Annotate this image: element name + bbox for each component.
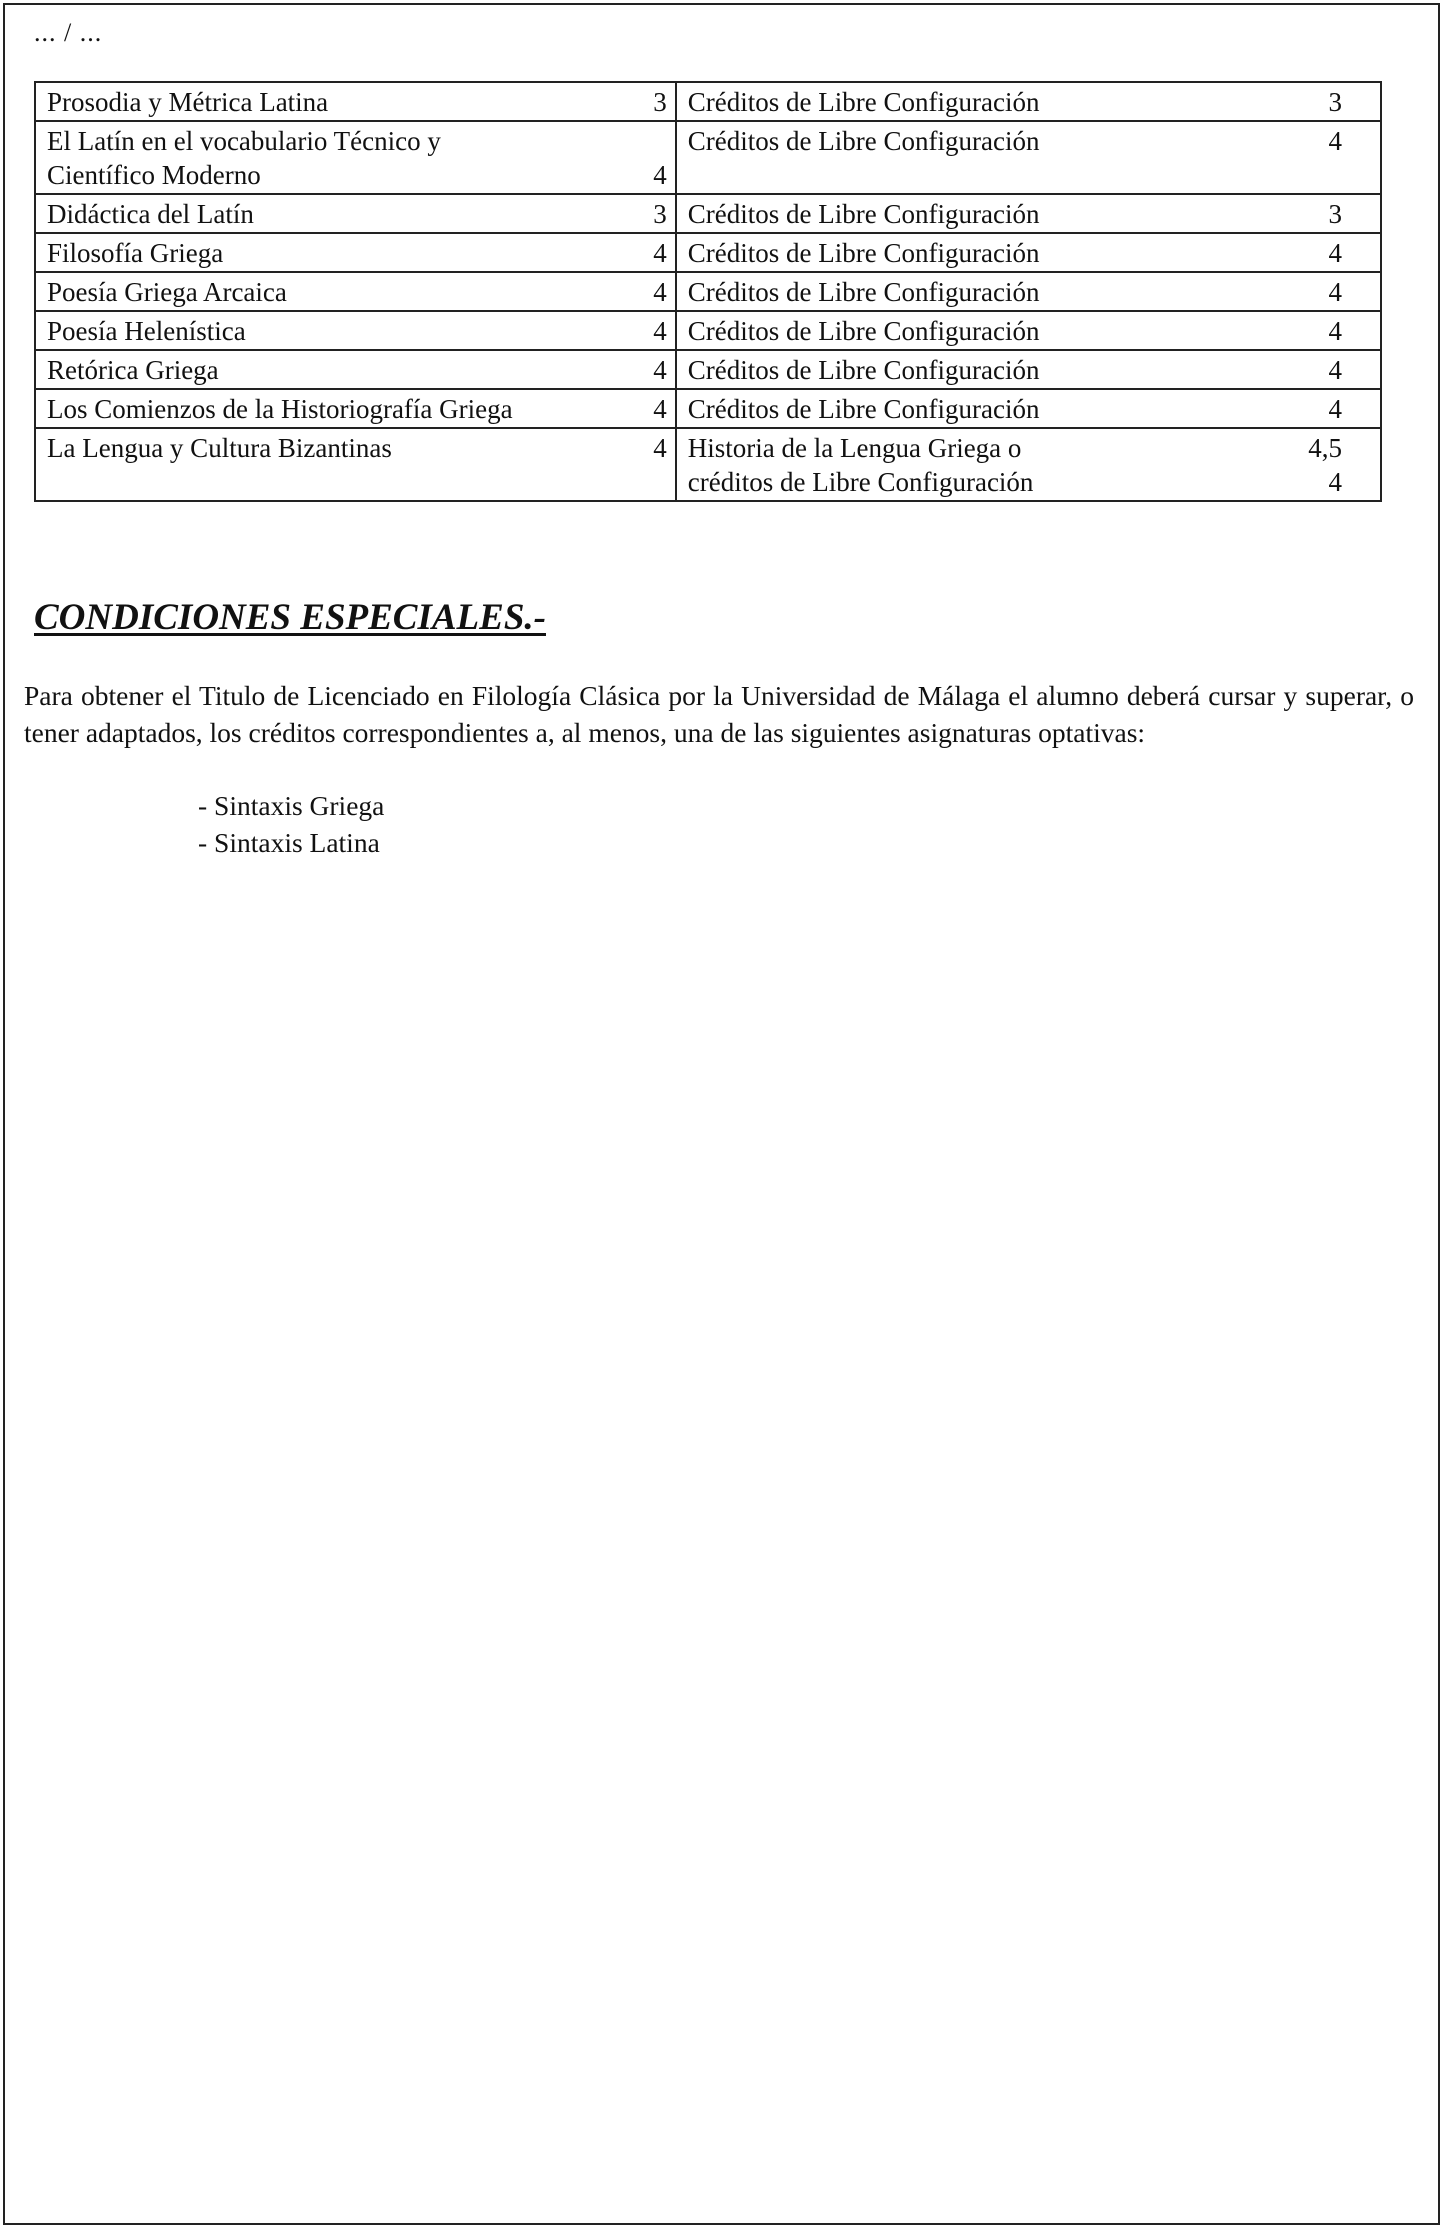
subject-cell: [35, 272, 676, 311]
equivalent-credits: 4,5: [1308, 433, 1342, 463]
equivalent-name: Créditos de Libre Configuración: [687, 87, 1040, 117]
equivalent-name: créditos de Libre Configuración: [687, 467, 1034, 497]
equivalent-credits: 3: [1328, 87, 1342, 117]
equivalent-cell: [676, 194, 1381, 233]
equivalent-credits: 4: [1328, 316, 1342, 346]
equivalent-cell: [676, 272, 1381, 311]
table-row: [35, 82, 1381, 121]
equivalent-cell: [676, 428, 1381, 501]
subject-cell: [35, 233, 676, 272]
conditions-paragraph: Para obtener el Titulo de Licenciado en Filología Clásica por la Universidad de Málaga el alumno deberá cursar y superar, o tener adaptados, los créditos correspondientes a, al menos, una de las siguientes asignaturas optativas:: [24, 680, 1414, 748]
subject-credits: 4: [653, 277, 667, 307]
subject-credits: 3: [653, 87, 667, 117]
table-row: [35, 121, 1381, 194]
equivalent-cell: [676, 389, 1381, 428]
subject-credits: 4: [653, 394, 667, 424]
subject-cell: [35, 389, 676, 428]
table-row: [35, 428, 1381, 501]
optional-subjects-list: [198, 787, 384, 861]
equivalent-credits: 4: [1328, 355, 1342, 385]
equivalent-name: Créditos de Libre Configuración: [687, 355, 1040, 385]
subject-cell: [35, 82, 676, 121]
equivalent-credits: 3: [1328, 199, 1342, 229]
equivalent-name: Historia de la Lengua Griega o: [687, 433, 1022, 463]
subject-name: Didáctica del Latín: [47, 199, 254, 229]
subject-name: Filosofía Griega: [47, 238, 224, 268]
subject-credits: 4: [653, 355, 667, 385]
subject-credits: 4: [653, 316, 667, 346]
equivalent-name: Créditos de Libre Configuración: [687, 394, 1040, 424]
equivalent-name: Créditos de Libre Configuración: [687, 126, 1040, 156]
optional-subject-item: - Sintaxis Griega: [198, 790, 385, 821]
subject-name: La Lengua y Cultura Bizantinas: [47, 433, 392, 463]
subject-cell: [35, 311, 676, 350]
equivalent-credits: 4: [1328, 277, 1342, 307]
section-title: CONDICIONES ESPECIALES.-: [34, 597, 546, 638]
subject-name: Científico Moderno: [47, 160, 261, 190]
optional-subject-item: - Sintaxis Latina: [198, 827, 380, 858]
subject-name: Prosodia y Métrica Latina: [47, 87, 329, 117]
subject-cell: [35, 121, 676, 194]
equivalent-credits: 4: [1328, 394, 1342, 424]
equivalent-cell: [676, 350, 1381, 389]
equivalence-table: [34, 81, 1382, 502]
subject-credits: 3: [653, 199, 667, 229]
subject-name: El Latín en el vocabulario Técnico y: [47, 126, 441, 156]
equivalent-cell: [676, 82, 1381, 121]
subject-name: Poesía Helenística: [47, 316, 246, 346]
equivalent-credits: 4: [1328, 238, 1342, 268]
equivalent-cell: [676, 311, 1381, 350]
equivalent-name: Créditos de Libre Configuración: [687, 316, 1040, 346]
subject-name: Los Comienzos de la Historiografía Griega: [47, 394, 513, 424]
table-row: [35, 350, 1381, 389]
subject-name: Poesía Griega Arcaica: [47, 277, 287, 307]
subject-cell: [35, 350, 676, 389]
table-row: [35, 311, 1381, 350]
equivalent-credits: 4: [1328, 126, 1342, 156]
continuation-mark: ... / ...: [34, 18, 103, 47]
equivalent-name: Créditos de Libre Configuración: [687, 277, 1040, 307]
table-row: [35, 194, 1381, 233]
subject-credits: 4: [653, 433, 667, 463]
table-row: [35, 233, 1381, 272]
equivalent-cell: [676, 121, 1381, 194]
table-row: [35, 389, 1381, 428]
subject-credits: 4: [653, 238, 667, 268]
subject-credits: 4: [653, 160, 667, 190]
subject-name: Retórica Griega: [47, 355, 219, 385]
subject-cell: [35, 428, 676, 501]
equivalent-name: Créditos de Libre Configuración: [687, 238, 1040, 268]
equivalent-cell: [676, 233, 1381, 272]
equivalent-name: Créditos de Libre Configuración: [687, 199, 1040, 229]
equivalent-credits: 4: [1328, 467, 1342, 497]
table-row: [35, 272, 1381, 311]
subject-cell: [35, 194, 676, 233]
